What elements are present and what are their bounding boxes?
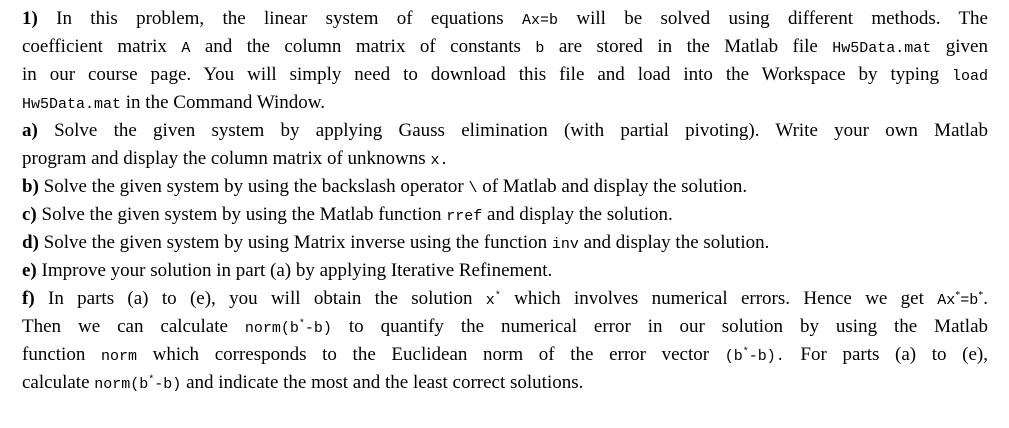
intro-line-2 bbox=[22, 33, 988, 61]
part-f-text: function bbox=[22, 344, 86, 365]
part-b-text: of Matlab and display the solution. bbox=[482, 176, 748, 197]
part-f-label: f) bbox=[22, 288, 35, 309]
code-filename: Hw5Data.mat bbox=[22, 96, 122, 113]
code-filename: Hw5Data.mat bbox=[832, 40, 932, 57]
part-a-line-1 bbox=[22, 117, 988, 145]
part-b-text: Solve the given system by using the backslash operator bbox=[43, 176, 464, 197]
problem-number: 1) bbox=[22, 8, 38, 29]
code-norm: norm bbox=[100, 348, 137, 365]
part-f-text: and indicate the most and the least correct solutions. bbox=[186, 372, 584, 393]
part-f-line-1 bbox=[22, 285, 988, 313]
part-c-line bbox=[22, 201, 988, 229]
code-equation: Ax=b bbox=[522, 12, 559, 29]
intro-text: given bbox=[945, 36, 988, 57]
part-f-text: which corresponds to the Euclidean norm of the error vector bbox=[152, 344, 710, 365]
intro-text: coefficient matrix bbox=[22, 36, 167, 57]
part-f-text: For parts (a) to (e), bbox=[800, 344, 989, 365]
code-vector-b: b bbox=[535, 40, 545, 57]
part-f-line-2 bbox=[22, 313, 988, 341]
intro-line-3 bbox=[22, 61, 988, 89]
code-norm-expression: norm(b*-b) bbox=[244, 319, 332, 337]
part-c-text: and display the solution. bbox=[487, 204, 673, 225]
part-b-line bbox=[22, 173, 988, 201]
part-f-text: Then we can calculate bbox=[22, 316, 228, 337]
part-e-text: Improve your solution in part (a) by applying Iterative Refinement. bbox=[41, 260, 553, 281]
intro-text: In this problem, the linear system of equations bbox=[56, 8, 504, 29]
part-f-text: which involves numerical errors. Hence we get bbox=[514, 288, 924, 309]
intro-text: in the Command Window. bbox=[125, 92, 326, 113]
part-f-text: In parts (a) to (e), you will obtain the solution bbox=[48, 288, 473, 309]
problem-text bbox=[22, 5, 988, 397]
part-d-line bbox=[22, 229, 988, 257]
part-c-text: Solve the given system by using the Matlab function bbox=[41, 204, 442, 225]
part-a-text: Solve the given system by applying Gauss elimination (with partial pivoting). Write your own Matlab bbox=[54, 120, 988, 141]
intro-text: and the column matrix of constants bbox=[204, 36, 521, 57]
intro-text: will be solved using different methods. The bbox=[576, 8, 988, 29]
part-f-line-4 bbox=[22, 369, 988, 397]
part-f-text: calculate bbox=[22, 372, 90, 393]
code-load: load bbox=[952, 68, 989, 85]
intro-text: in our course page. You will simply need to download this file and load into the Workspace by typing bbox=[22, 64, 940, 85]
code-rref: rref bbox=[446, 208, 483, 225]
code-x-star: x* bbox=[485, 291, 501, 309]
code-error-vector: (b*-b). bbox=[724, 347, 785, 365]
code-backslash: \ bbox=[468, 180, 478, 197]
part-c-label: c) bbox=[22, 204, 37, 225]
code-matrix-a: A bbox=[181, 40, 191, 57]
code-inv: inv bbox=[551, 236, 579, 253]
part-f-text: to quantify the numerical error in our solution by using the Matlab bbox=[348, 316, 989, 337]
part-d-text: and display the solution. bbox=[583, 232, 770, 253]
part-a-text: program and display the column matrix of unknowns bbox=[22, 148, 426, 169]
part-a-line-2 bbox=[22, 145, 988, 173]
intro-line-4 bbox=[22, 89, 988, 117]
part-f-line-3 bbox=[22, 341, 988, 369]
intro-text: are stored in the Matlab file bbox=[558, 36, 818, 57]
code-norm-expression: norm(b*-b) bbox=[94, 375, 182, 393]
part-b-label: b) bbox=[22, 176, 39, 197]
part-e-line bbox=[22, 257, 988, 285]
part-d-label: d) bbox=[22, 232, 39, 253]
code-x: x. bbox=[430, 152, 449, 169]
intro-line-1 bbox=[22, 5, 988, 33]
part-d-text: Solve the given system by using Matrix inverse using the function bbox=[43, 232, 548, 253]
code-equation-star: Ax*=b*. bbox=[937, 288, 989, 309]
part-a-label: a) bbox=[22, 120, 38, 141]
part-e-label: e) bbox=[22, 260, 37, 281]
